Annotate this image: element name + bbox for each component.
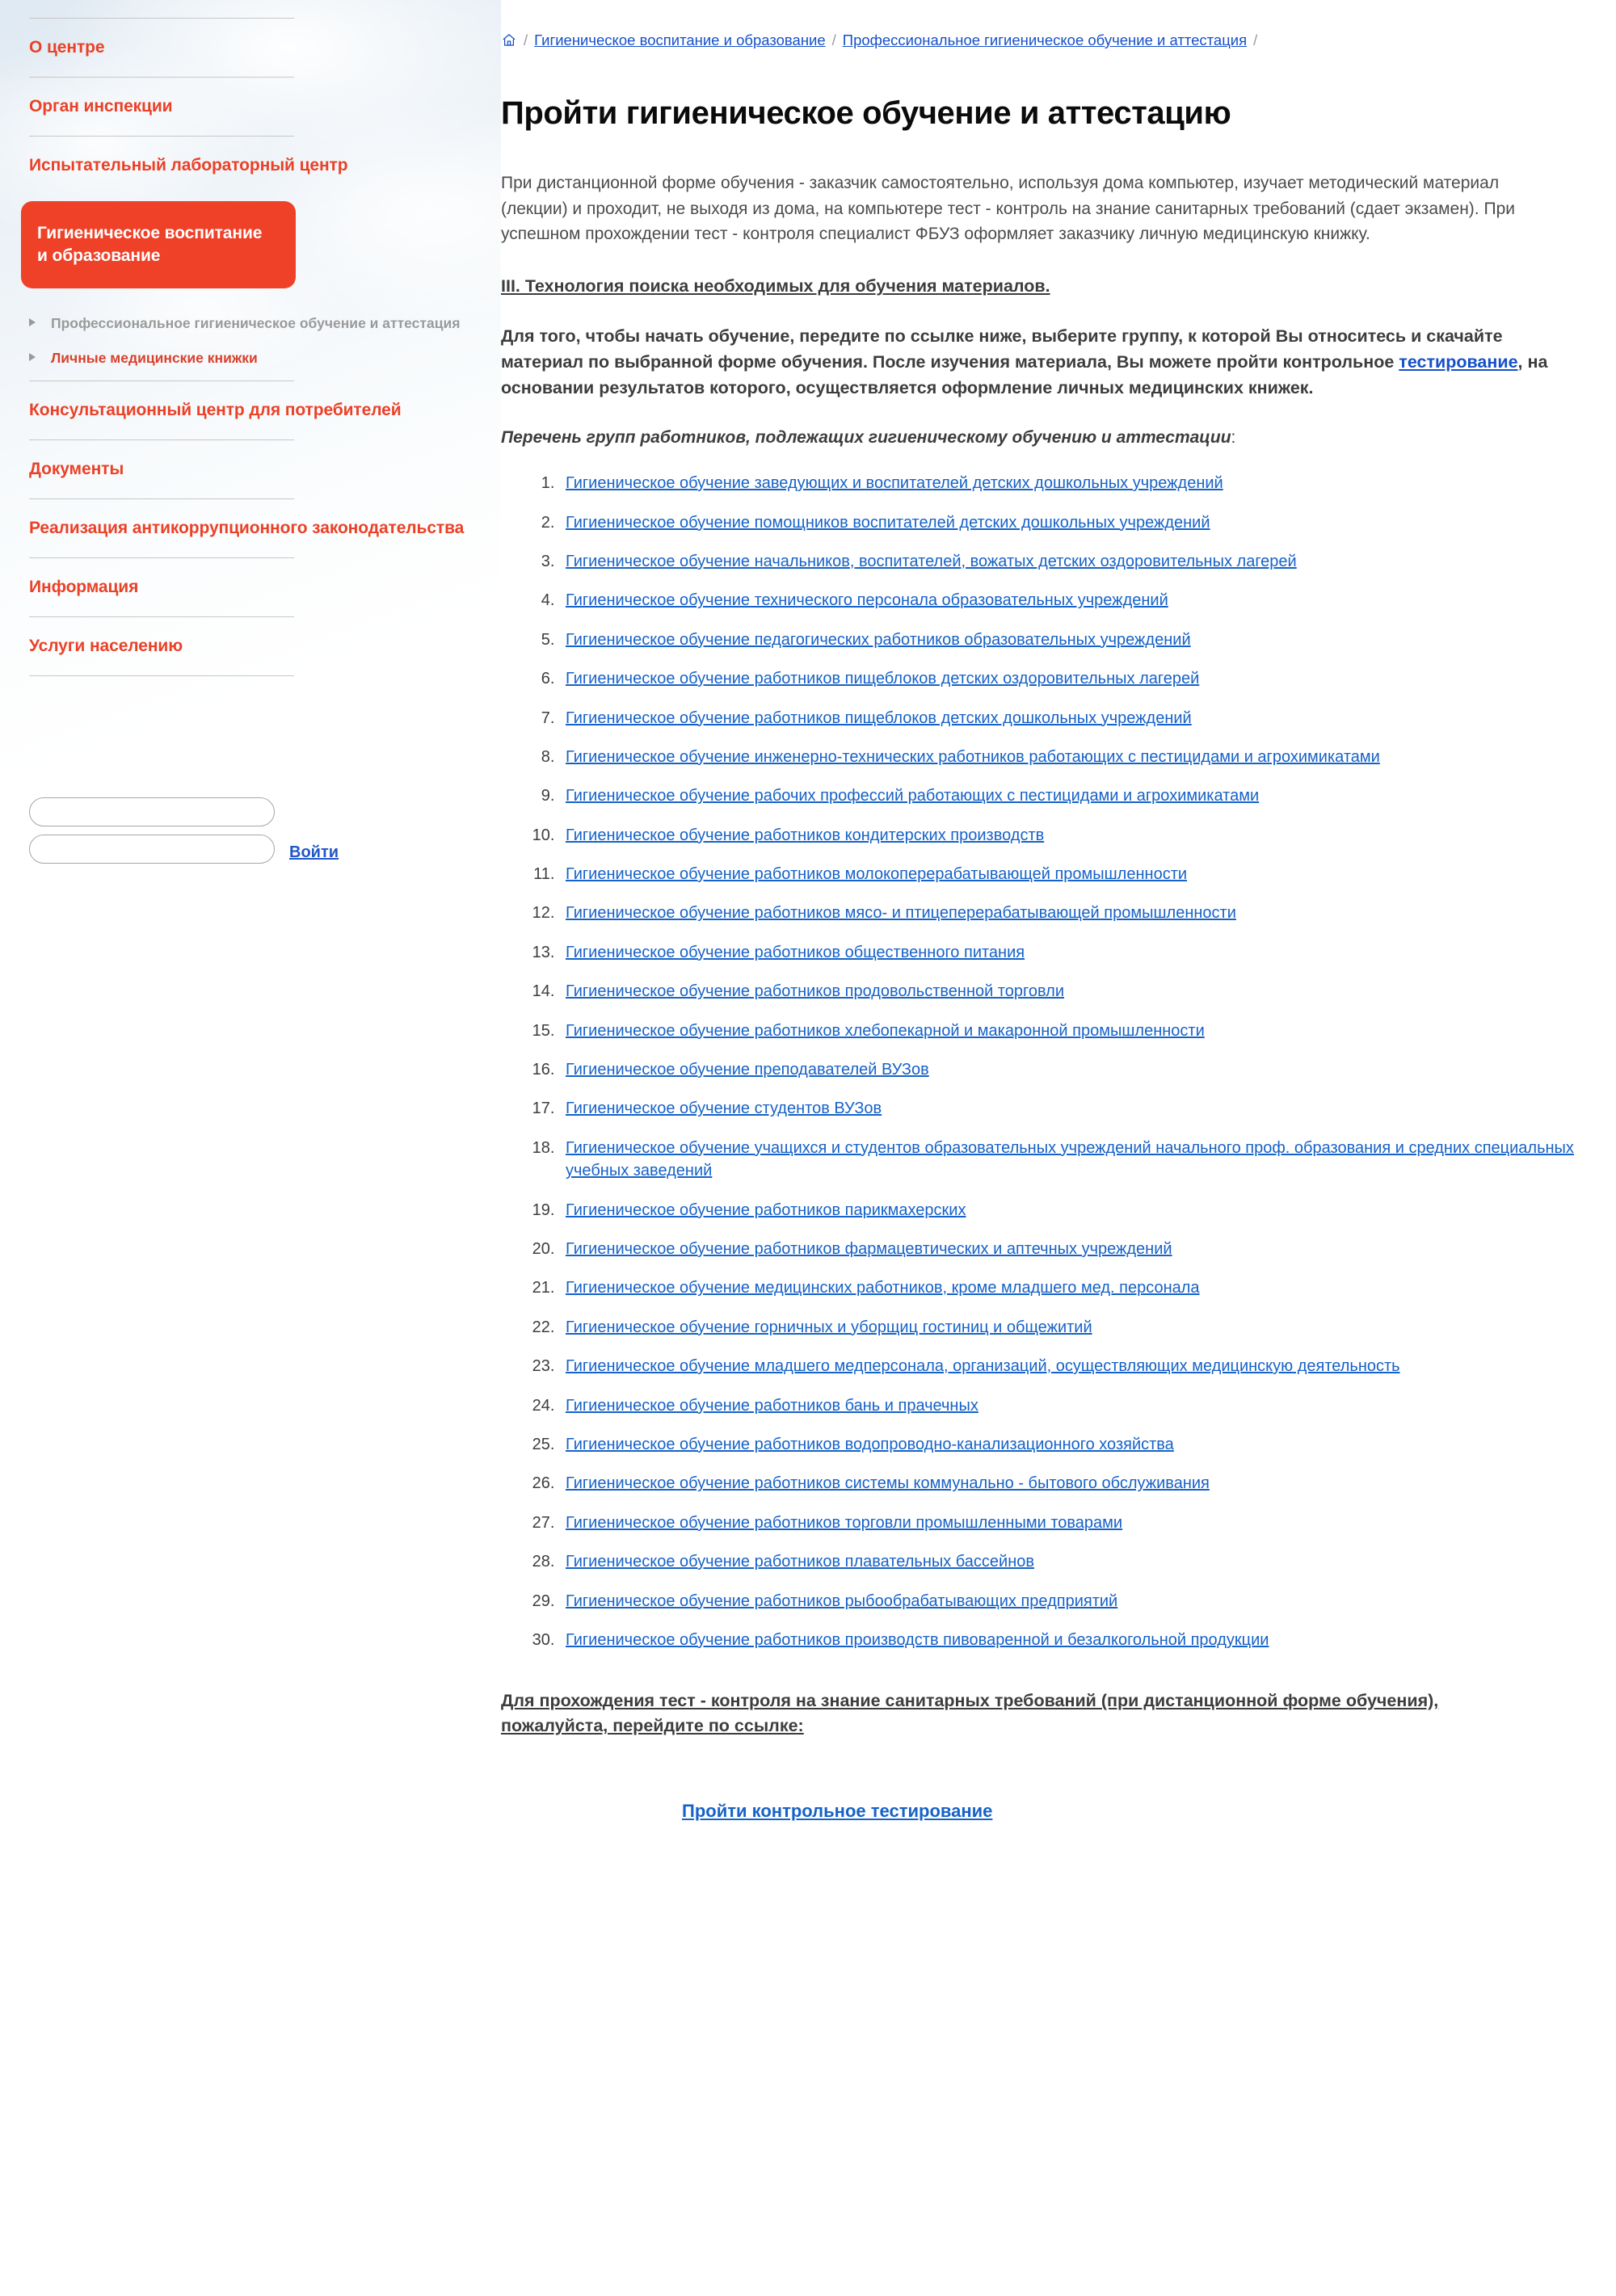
list-item — [559, 784, 1584, 807]
breadcrumb-separator: / — [831, 32, 836, 48]
list-item — [559, 746, 1584, 768]
sidebar — [0, 0, 501, 1180]
sidebar-subitem-medical-books[interactable] — [0, 341, 501, 376]
sidebar-subitem-professional-training[interactable] — [0, 306, 501, 341]
list-item — [559, 1629, 1584, 1651]
list-item — [559, 707, 1584, 730]
list-item — [559, 1512, 1584, 1534]
list-item — [559, 1550, 1584, 1573]
sidebar-item-consumer-consultation-center[interactable]: Консультационный центр для потребителей — [29, 401, 402, 420]
list-item — [559, 1316, 1584, 1339]
sidebar-nav — [0, 0, 501, 676]
list-item — [559, 472, 1584, 494]
list-item — [559, 1238, 1584, 1260]
training-group-link[interactable]: Гигиеническое обучение медицинских работников, кроме младшего мед. персонала — [566, 1279, 1200, 1297]
login-inputs — [29, 797, 275, 872]
training-group-link[interactable]: Гигиеническое обучение работников продовольственной торговли — [566, 982, 1065, 1001]
list-item — [559, 1058, 1584, 1081]
training-group-link[interactable]: Гигиеническое обучение педагогических работников образовательных учреждений — [566, 630, 1191, 649]
list-item — [559, 589, 1584, 612]
training-group-link[interactable]: Гигиеническое обучение работников кондитерских производств — [566, 826, 1045, 844]
list-item — [559, 1590, 1584, 1613]
list-item — [559, 511, 1584, 534]
training-group-link[interactable]: Гигиеническое обучение работников плавательных бассейнов — [566, 1553, 1034, 1571]
sidebar-item-testing-laboratory[interactable]: Испытательный лабораторный центр — [29, 155, 348, 175]
login-form — [0, 797, 501, 872]
training-group-link[interactable]: Гигиеническое обучение горничных и уборщиц гостиниц и общежитий — [566, 1318, 1092, 1336]
intro-paragraph: При дистанционной форме обучения - заказчик самостоятельно, используя дома компьютер, изучает методический материал (лекции) и проходит, не выходя из дома, на компьютере тест - контроль на знание санитарных требований (сдает экзамен). При успешном прохождении тест - контроля специалист ФБУЗ оформляет заказчику личную медицинскую книжку. — [501, 173, 1515, 244]
nav-divider — [29, 675, 294, 676]
training-group-link[interactable]: Гигиеническое обучение работников бань и прачечных — [566, 1396, 978, 1415]
home-icon — [501, 32, 517, 48]
sidebar-subnav — [0, 295, 501, 381]
list-intro-italic-text: Перечень групп работников, подлежащих гигиеническому обучению и аттестации — [501, 428, 1231, 448]
training-group-link[interactable]: Гигиеническое обучение работников торговли промышленными товарами — [566, 1513, 1123, 1532]
training-group-link[interactable]: Гигиеническое обучение технического персонала образовательных учреждений — [566, 591, 1168, 610]
sidebar-item-documents[interactable]: Документы — [29, 460, 124, 479]
breadcrumb-link-hygiene-education[interactable]: Гигиеническое воспитание и образование — [534, 32, 826, 48]
list-item — [559, 1394, 1584, 1417]
lead-text-part2: , на основании результатов которого, осуществляется оформление личных медицинских книжек. — [501, 351, 1548, 397]
sidebar-item-information[interactable]: Информация — [29, 577, 139, 596]
training-group-link[interactable]: Гигиеническое обучение работников хлебопекарной и макаронной промышленности — [566, 1021, 1205, 1040]
breadcrumb-link-professional-training[interactable]: Профессиональное гигиеническое обучение и аттестация — [842, 32, 1248, 48]
list-item — [559, 1199, 1584, 1222]
training-group-link[interactable]: Гигиеническое обучение работников системы коммунально - бытового обслуживания — [566, 1474, 1210, 1493]
triangle-bullet-icon — [29, 318, 36, 327]
list-item — [559, 1097, 1584, 1120]
username-input[interactable] — [29, 797, 275, 826]
sidebar-item-public-services[interactable]: Услуги населению — [29, 636, 183, 655]
take-test-link[interactable]: Пройти контрольное тестирование — [682, 1800, 993, 1821]
lead-paragraph — [501, 324, 1568, 401]
list-item — [559, 941, 1584, 964]
sidebar-item-anticorruption[interactable]: Реализация антикоррупционного законодательства — [29, 518, 465, 537]
breadcrumb-separator: / — [524, 32, 528, 48]
training-group-link[interactable]: Гигиеническое обучение инженерно-технических работников работающих с пестицидами и агрохимикатами — [566, 747, 1380, 766]
triangle-bullet-icon — [29, 353, 36, 362]
training-group-link[interactable]: Гигиеническое обучение заведующих и воспитателей детских дошкольных учреждений — [566, 474, 1223, 493]
list-item — [559, 1355, 1584, 1377]
training-group-link[interactable]: Гигиеническое обучение помощников воспитателей детских дошкольных учреждений — [566, 513, 1210, 532]
list-item — [559, 980, 1584, 1003]
list-item — [559, 667, 1584, 690]
training-group-link[interactable]: Гигиеническое обучение начальников, воспитателей, вожатых детских оздоровительных лагерей — [566, 552, 1297, 570]
training-group-link[interactable]: Гигиеническое обучение младшего медперсонала, организаций, осуществляющих медицинскую деятельность — [566, 1357, 1400, 1376]
page-title: Пройти гигиеническое обучение и аттестацию — [501, 95, 1231, 131]
training-group-link[interactable]: Гигиеническое обучение преподавателей ВУЗов — [566, 1061, 929, 1079]
breadcrumb-separator: / — [1253, 32, 1258, 48]
list-item — [559, 1276, 1584, 1299]
sidebar-subitem-label: Личные медицинские книжки — [51, 349, 258, 366]
breadcrumb-home-link[interactable] — [501, 32, 517, 48]
training-group-link[interactable]: Гигиеническое обучение учащихся и студентов образовательных учреждений начального проф. образования и средних специальных учебных заведений — [566, 1138, 1574, 1180]
training-group-link[interactable]: Гигиеническое обучение работников фармацевтических и аптечных учреждений — [566, 1239, 1172, 1258]
breadcrumb — [501, 29, 1523, 53]
sidebar-item-inspection-body[interactable]: Орган инспекции — [29, 96, 173, 116]
list-intro-colon: : — [1231, 428, 1236, 448]
login-row — [29, 797, 501, 872]
sidebar-subitem-label: Профессиональное гигиеническое обучение и аттестация — [51, 314, 461, 331]
training-group-link[interactable]: Гигиеническое обучение работников водопроводно-канализационного хозяйства — [566, 1435, 1174, 1453]
login-button[interactable]: Войти — [289, 843, 339, 861]
list-item — [559, 824, 1584, 847]
training-group-link[interactable]: Гигиеническое обучение работников пищеблоков детских дошкольных учреждений — [566, 709, 1192, 727]
training-group-link[interactable]: Гигиеническое обучение студентов ВУЗов — [566, 1100, 882, 1118]
training-group-link[interactable]: Гигиеническое обучение работников мясо- и птицеперерабатывающей промышленности — [566, 904, 1236, 923]
list-intro — [501, 428, 1616, 448]
section-heading: III. Технология поиска необходимых для обучения материалов. — [501, 276, 1050, 296]
training-group-link[interactable]: Гигиеническое обучение работников пищеблоков детских оздоровительных лагерей — [566, 670, 1200, 688]
password-input[interactable] — [29, 835, 275, 864]
training-group-link[interactable]: Гигиеническое обучение работников производств пивоваренной и безалкогольной продукции — [566, 1630, 1269, 1649]
list-item — [559, 1020, 1584, 1042]
list-item — [559, 902, 1584, 924]
list-item — [559, 1137, 1584, 1183]
sidebar-item-hygiene-education[interactable]: Гигиеническое воспитание и образование — [21, 201, 296, 288]
list-item — [559, 629, 1584, 651]
training-group-link[interactable]: Гигиеническое обучение работников парикмахерских — [566, 1201, 966, 1219]
testing-inline-link[interactable]: тестирование — [1399, 351, 1518, 372]
final-link-container — [501, 1801, 1616, 1822]
training-group-link[interactable]: Гигиеническое обучение рабочих профессий работающих с пестицидами и агрохимикатами — [566, 787, 1260, 805]
main-content — [501, 0, 1616, 1870]
training-group-link[interactable]: Гигиеническое обучение работников рыбообрабатывающих предприятий — [566, 1592, 1118, 1610]
training-group-link[interactable]: Гигиеническое обучение работников общественного питания — [566, 943, 1025, 961]
list-item — [559, 550, 1584, 573]
training-group-list — [501, 472, 1584, 1651]
list-item — [559, 1472, 1584, 1495]
training-group-link[interactable]: Гигиеническое обучение работников молокоперерабатывающей промышленности — [566, 865, 1188, 884]
list-item — [559, 1433, 1584, 1456]
lead-text-part1: Для того, чтобы начать обучение, передите по ссылке ниже, выберите группу, к которой Вы относитесь и скачайте материал по выбранной форме обучения. После изучения материала, Вы можете пройти контрольное — [501, 326, 1503, 372]
sidebar-item-about-center[interactable]: О центре — [29, 38, 105, 57]
list-item — [559, 863, 1584, 885]
closing-paragraph: Для прохождения тест - контроля на знание санитарных требований (при дистанционной форме обучения), пожалуйста, перейдите по ссылке: — [501, 1691, 1439, 1736]
